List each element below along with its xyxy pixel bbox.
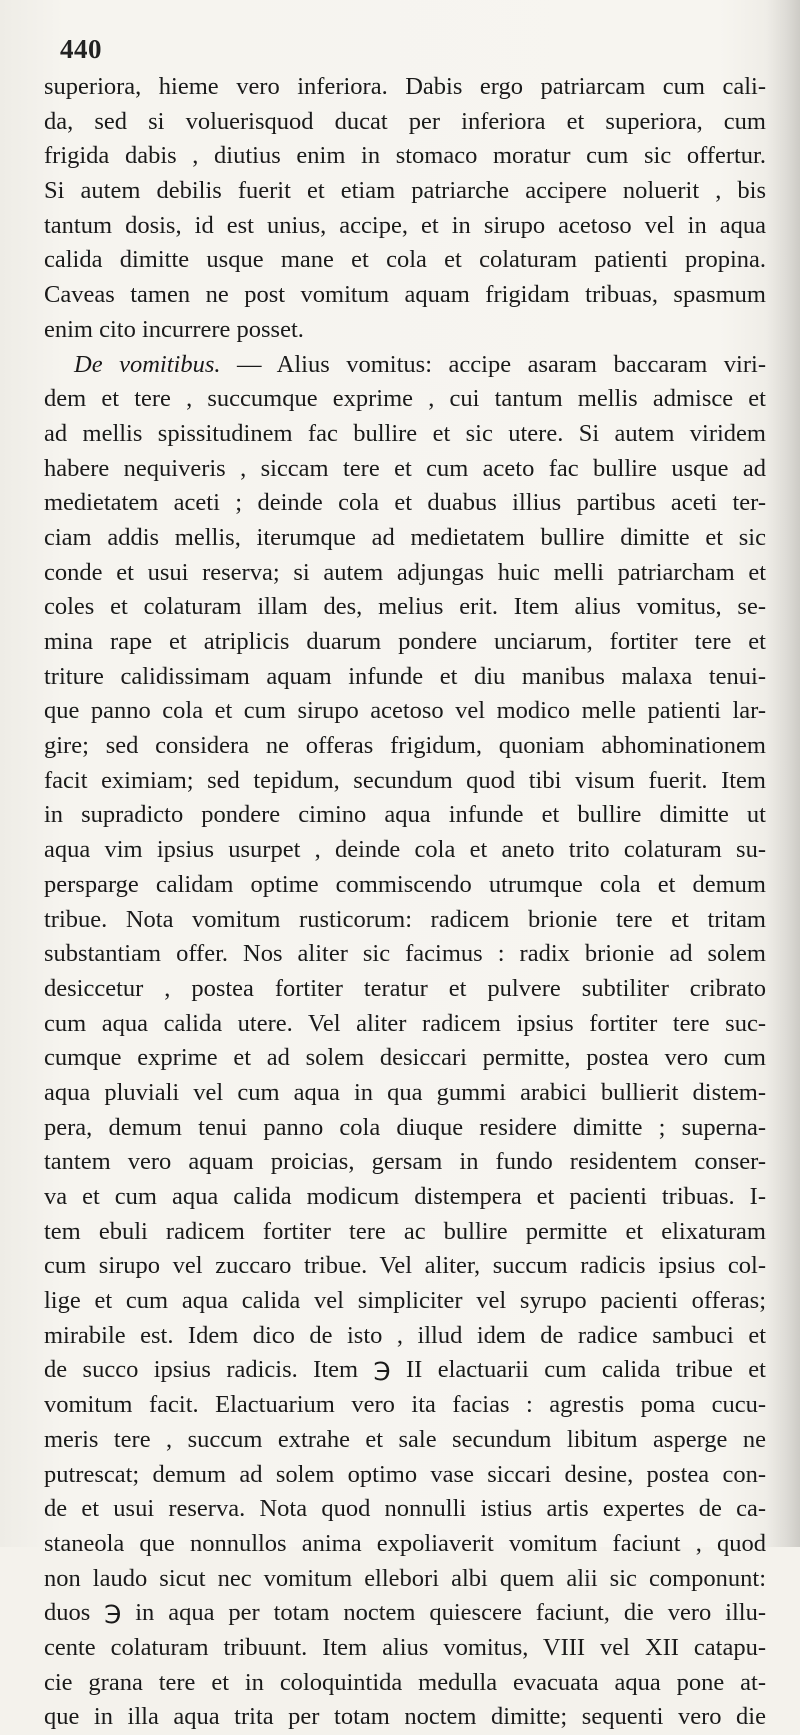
page-number: 440 — [60, 34, 102, 64]
text-line: Caveas tamen ne post vomitum aquam frigidam tribuas, spasmum — [44, 281, 766, 309]
text-line: mina rape et atriplicis duarum pondere unciarum, fortiter tere et — [44, 628, 766, 655]
text-line: frigida dabis , diutius enim in stomaco moratur cum sic offertur. — [44, 142, 766, 170]
text-line: in supradicto pondere cimino aqua infunde et bullire dimitte ut — [44, 801, 766, 829]
text-line: cumque exprime et ad solem desiccari permitte, postea vero cum — [44, 1044, 766, 1072]
text-line: meris tere , succum extrahe et sale secundum libitum asperge ne — [44, 1425, 766, 1453]
text-line: coles et colaturam illam des, melius erit. Item alius vomitus, se- — [44, 593, 766, 621]
text-line: de succo ipsius radicis. Item ℈ II elactuarii cum calida tribue et — [44, 1356, 766, 1384]
text-line: aqua pluviali vel cum aqua in qua gummi arabici bullierit distem- — [44, 1078, 766, 1106]
text-line: non laudo sicut nec vomitum ellebori albi quem alii sic componunt: — [44, 1564, 766, 1592]
text-line: dem et tere , succumque exprime , cui tantum mellis admisce et — [44, 385, 766, 413]
text-line: cie grana tere et in coloquintida medulla evacuata aqua pone at- — [44, 1668, 766, 1696]
text-line: substantiam offer. Nos aliter sic facimus : radix brionie ad solem — [44, 940, 766, 968]
text-line: cum aqua calida utere. Vel aliter radicem ipsius fortiter tere suc- — [44, 1009, 766, 1037]
text-line: de et usui reserva. Nota quod nonnulli istius artis expertes de ca- — [44, 1495, 766, 1523]
text-line: cum sirupo vel zuccaro tribue. Vel aliter, succum radicis ipsius col- — [44, 1252, 766, 1280]
text-line: conde et usui reserva; si autem adjungas huic melli patriarcham et — [44, 558, 766, 586]
text-line: tantem vero aquam proicias, gersam in fundo residentem conser- — [44, 1148, 766, 1176]
text-line: triture calidissimam aquam infunde et diu manibus malaxa tenui- — [44, 662, 766, 690]
text-line: persparge calidam optime commiscendo utrumque cola et demum — [44, 870, 766, 898]
text-line: ciam addis mellis, iterumque ad medietatem bullire dimitte et sic — [44, 523, 766, 551]
text-line: da, sed si voluerisquod ducat per inferiora et superiora, cum — [44, 107, 766, 135]
rubric-line-text: Alius vomitus: accipe asaram baccaram viri- — [276, 350, 766, 378]
text-line: desiccetur , postea fortiter teratur et pulvere subtiliter cribrato — [44, 974, 766, 1002]
text-line: tem ebuli radicem fortiter tere ac bullire permitte et elixaturam — [44, 1217, 766, 1245]
text-line: tribue. Nota vomitum rusticorum: radicem brionie tere et tritam — [44, 905, 766, 933]
text-line: mirabile est. Idem dico de isto , illud idem de radice sambuci et — [44, 1321, 766, 1349]
text-line: cente colaturam tribuunt. Item alius vomitus, VIII vel XII catapu- — [44, 1633, 766, 1661]
text-line: staneola que nonnullos anima expoliaverit vomitum faciunt , quod — [44, 1529, 766, 1557]
text-line: facit eximiam; sed tepidum, secundum quod tibi visum fuerit. Item — [44, 766, 766, 794]
text-line: duos ℈ in aqua per totam noctem quiescere faciunt, die vero illu- — [44, 1599, 766, 1627]
text-line: pera, demum tenui panno cola diuque residere dimitte ; superna- — [44, 1113, 766, 1141]
text-line: superiora, hieme vero inferiora. Dabis ergo patriarcam cum cali- — [44, 73, 766, 100]
section-rubric: De vomitibus. — [74, 350, 221, 378]
text-line: enim cito incurrere posset. — [44, 315, 304, 343]
text-line: ad mellis spissitudinem fac bullire et sic utere. Si autem viridem — [44, 419, 766, 447]
text-line: que in illa aqua trita per totam noctem dimitte; sequenti vero die — [44, 1703, 766, 1731]
text-line: va et cum aqua calida modicum distempera et pacienti tribuas. I- — [44, 1183, 766, 1210]
body-text — [44, 70, 766, 1735]
text-line: putrescat; demum ad solem optimo vase siccari desine, postea con- — [44, 1460, 766, 1488]
text-line: calida dimitte usque mane et cola et colaturam patienti propina. — [44, 246, 766, 274]
text-line: Si autem debilis fuerit et etiam patriarche accipere noluerit , bis — [44, 177, 766, 205]
text-line: que panno cola et cum sirupo acetoso vel modico melle patienti lar- — [44, 697, 766, 725]
text-line: vomitum facit. Elactuarium vero ita facias : agrestis poma cucu- — [44, 1391, 766, 1419]
text-line: lige et cum aqua calida vel simpliciter vel syrupo pacienti offeras; — [44, 1287, 766, 1315]
rubric-dash: — — [237, 350, 262, 378]
text-line: medietatem aceti ; deinde cola et duabus illius partibus aceti ter- — [44, 489, 766, 517]
text-line: habere nequiveris , siccam tere et cum aceto fac bullire usque ad — [44, 454, 766, 482]
text-line: tantum dosis, id est unius, accipe, et in sirupo acetoso vel in aqua — [44, 211, 766, 239]
text-line: aqua vim ipsius usurpet , deinde cola et aneto trito colaturam su- — [44, 836, 766, 864]
page-edge-shadow — [766, 0, 800, 1547]
text-line: gire; sed considera ne offeras frigidum, quoniam abhominationem — [44, 732, 766, 760]
rubric-line — [44, 348, 766, 383]
